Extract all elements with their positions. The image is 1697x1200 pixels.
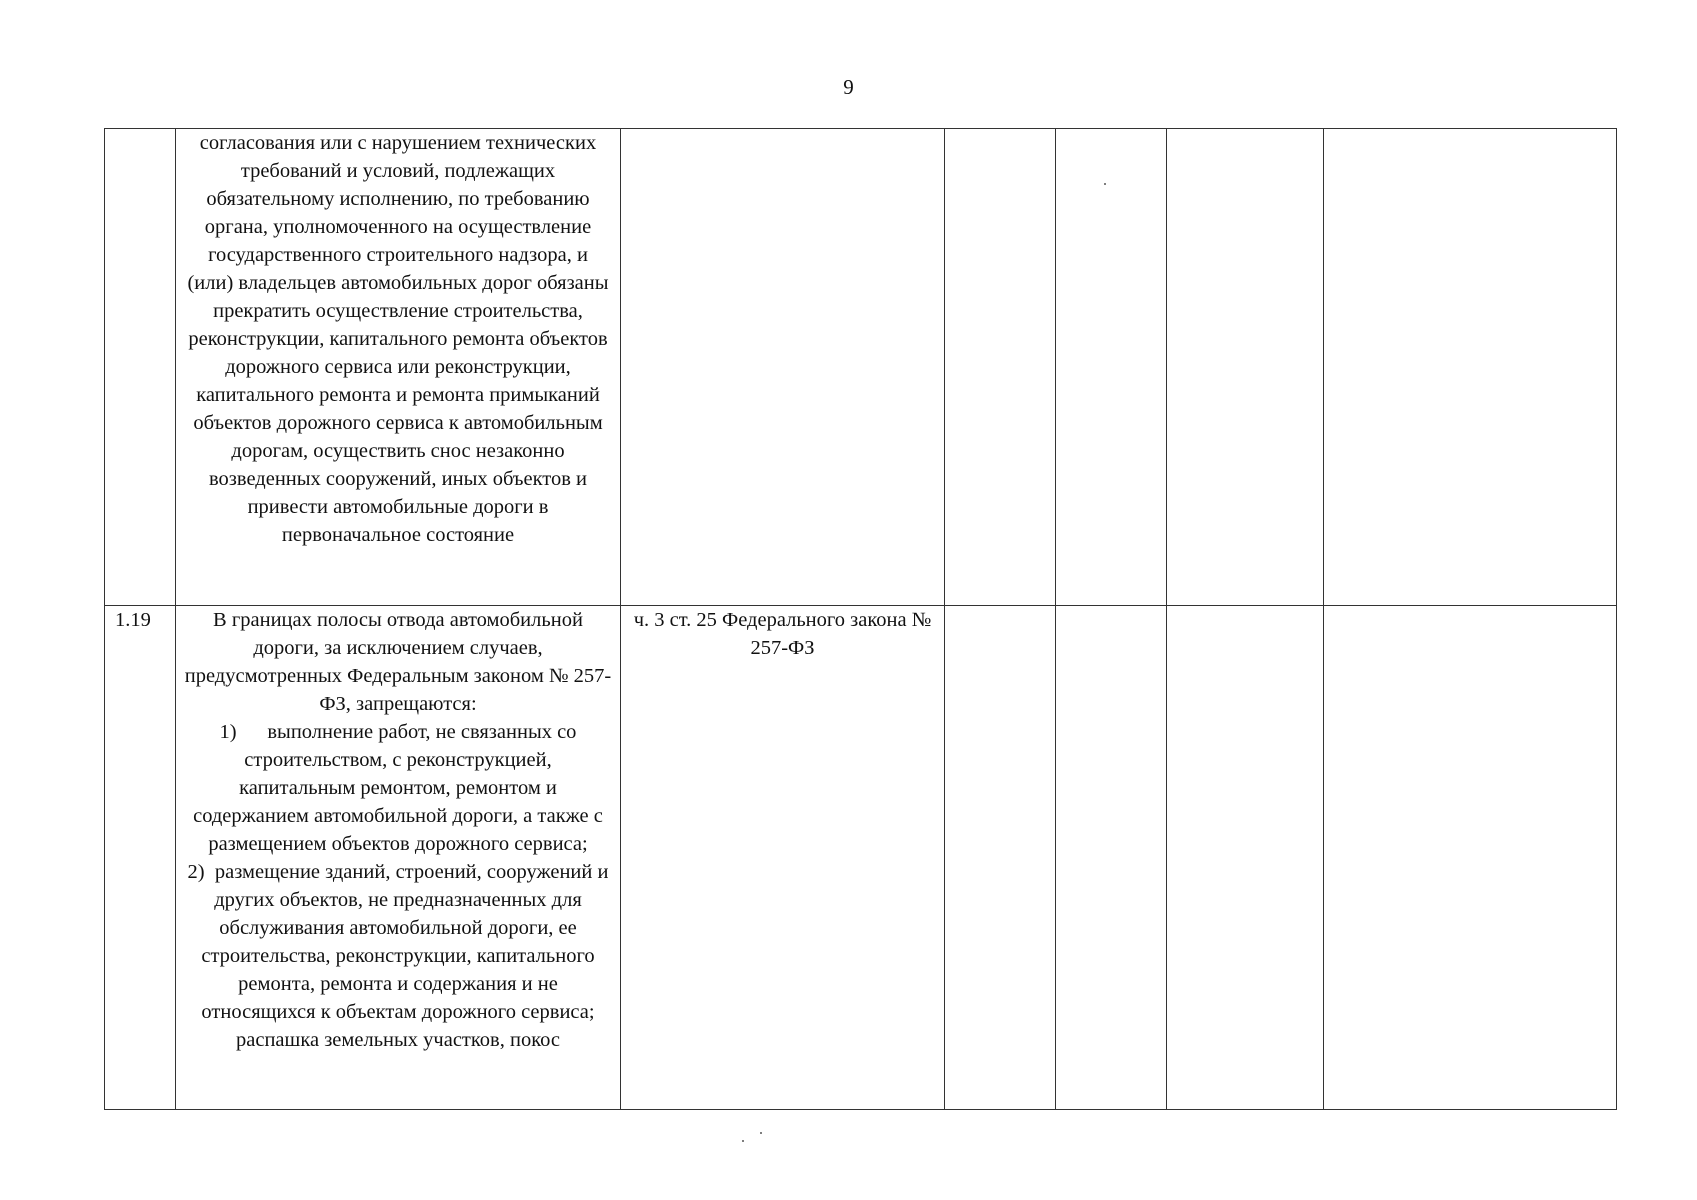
table-row [105,129,1617,606]
page-number: 9 [843,75,854,99]
empty-cell [1056,606,1167,1110]
legal-reference-cell [621,129,945,606]
row-number-cell: 1.19 [105,606,176,1110]
empty-cell [1167,129,1324,606]
scan-speck [1104,183,1106,185]
empty-cell [945,129,1056,606]
requirement-item: распашка земельных участков, покос [236,1029,560,1051]
requirement-cell [176,129,621,606]
empty-cell [1324,129,1617,606]
requirement-text: согласования или с нарушением технических требований и условий, подлежащих обязательному исполнению, по требованию органа, уполномоченного на осуществление государственного строительного надзора, и (или) владельцев автомобильных дорог обязаны прекратить осуществление строительства, реконструкции, капитального ремонта объектов дорожного сервиса или реконструкции, капитального ремонта и ремонта примыканий объектов дорожного сервиса к автомобильным дорогам, осуществить снос незаконно возведенных сооружений, иных объектов и привести автомобильные дороги в первоначальное состояние [187,132,609,546]
legal-reference-cell [621,606,945,1110]
legal-reference-text: ч. 3 ст. 25 Федерального закона № 257-ФЗ [633,609,932,659]
empty-cell [1167,606,1324,1110]
requirement-item: 1) выполнение работ, не связанных со строительством, с реконструкцией, капитальным ремонтом, ремонтом и содержанием автомобильной дороги, а также с размещением объектов дорожного сервиса; [193,721,603,855]
scan-speck [742,1140,744,1142]
table-row [105,606,1617,1110]
requirements-table [104,128,1617,1110]
requirement-intro: В границах полосы отвода автомобильной дороги, за исключением случаев, предусмотренных Федеральным законом № 257-ФЗ, запрещаются: [184,609,612,715]
empty-cell [1056,129,1167,606]
scan-speck [760,1132,762,1134]
requirement-cell [176,606,621,1110]
requirement-item: 2) размещение зданий, строений, сооружений и других объектов, не предназначенных для обслуживания автомобильной дороги, ее строительства, реконструкции, капитального ремонта, ремонта и содержания и не относящихся к объектам дорожного сервиса; [187,861,609,1023]
empty-cell [945,606,1056,1110]
row-number-cell [105,129,176,606]
empty-cell [1324,606,1617,1110]
